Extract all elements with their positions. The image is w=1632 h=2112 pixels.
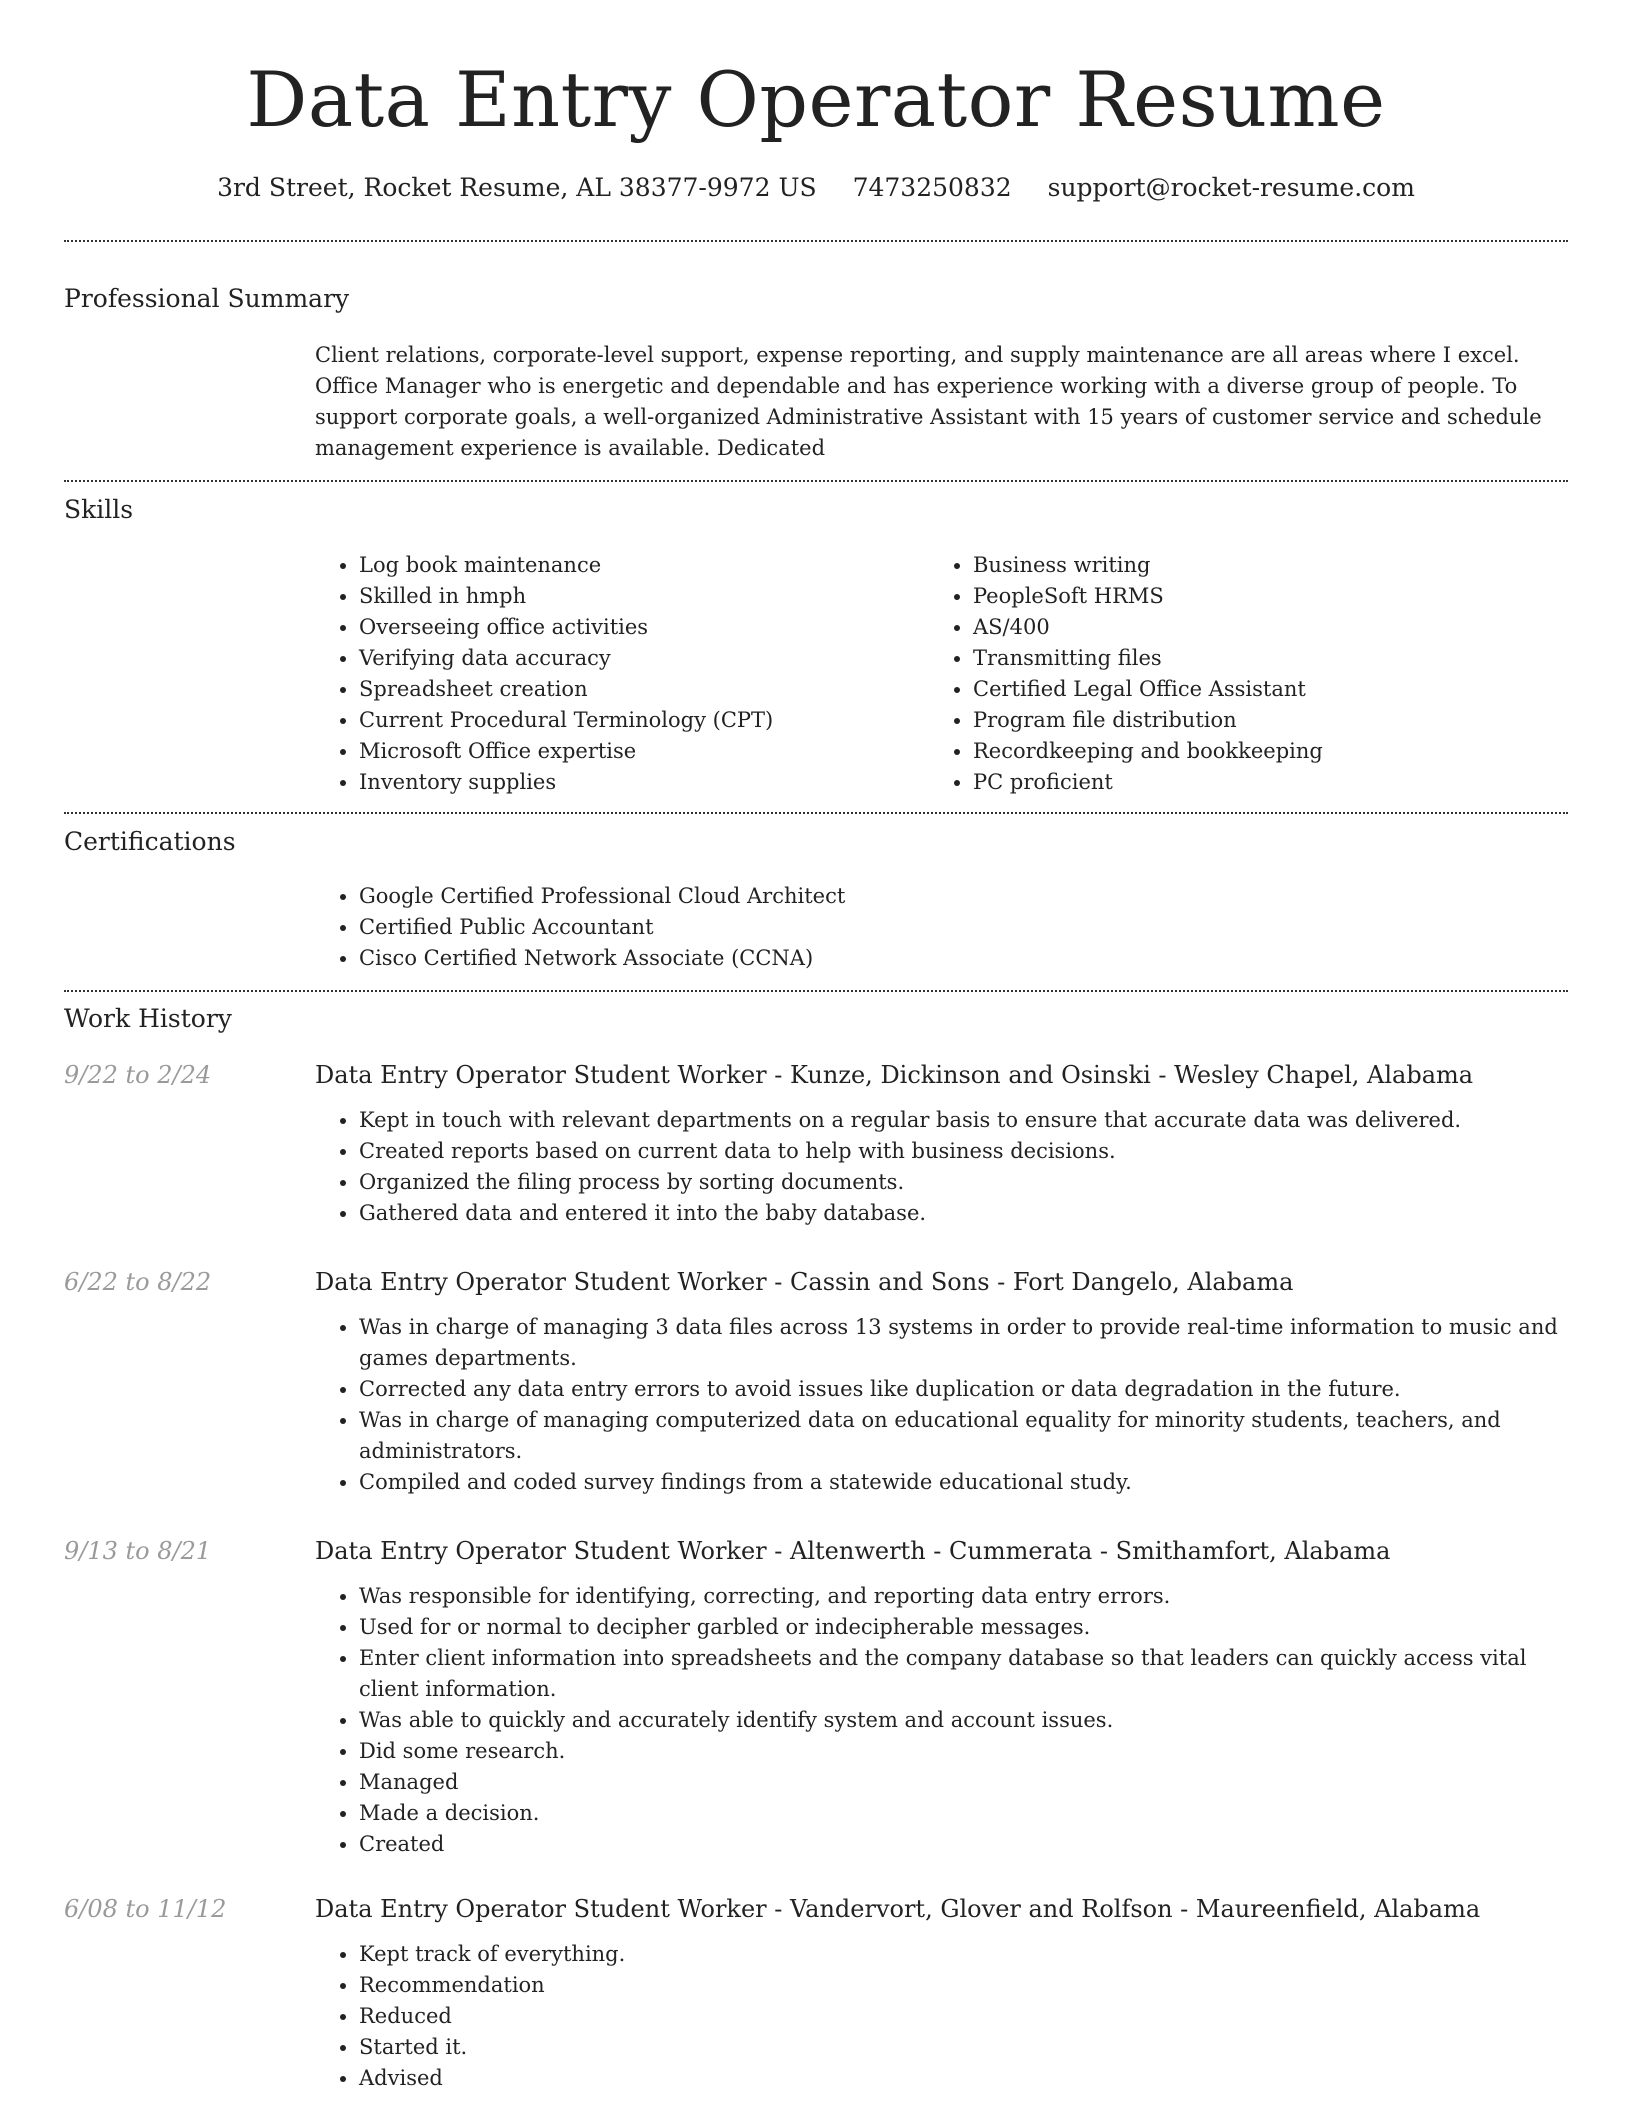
job-bullet-list (315, 1312, 1568, 1498)
job-dates: 9/13 to 8/21 (64, 1537, 212, 1565)
job-bullet: • Did some research. (359, 1736, 1568, 1767)
job-bullets (315, 1581, 1568, 1860)
divider-certifications (64, 990, 1568, 992)
certifications-column (315, 881, 1515, 974)
skill-item: • Overseeing office activities (359, 612, 915, 643)
skills-list-right (929, 550, 1529, 798)
job-title: Data Entry Operator Student Worker - Altenwerth - Cummerata - Smithamfort, Alabama (315, 1537, 1391, 1565)
skills-column-right (929, 550, 1529, 798)
job-bullet: • Enter client information into spreadsheets and the company database so that leaders can quickly access vital client information. (359, 1643, 1568, 1705)
job-bullet: • Was able to quickly and accurately identify system and account issues. (359, 1705, 1568, 1736)
skill-item: • Skilled in hmph (359, 581, 915, 612)
section-heading-summary: Professional Summary (64, 284, 350, 313)
skill-item: • Transmitting files (973, 643, 1529, 674)
skill-item: • Current Procedural Terminology (CPT) (359, 705, 915, 736)
job-bullet: • Was in charge of managing computerized data on educational equality for minority students, teachers, and administrators. (359, 1405, 1568, 1467)
skill-item: • Certified Legal Office Assistant (973, 674, 1529, 705)
job-bullet: • Kept track of everything. (359, 1939, 1568, 1970)
contact-phone: 7473250832 (852, 173, 1012, 202)
skill-item: • Recordkeeping and bookkeeping (973, 736, 1529, 767)
job-dates: 9/22 to 2/24 (64, 1061, 212, 1089)
divider-summary (64, 480, 1568, 482)
job-bullets (315, 1105, 1568, 1229)
section-heading-skills: Skills (64, 495, 134, 524)
job-bullet: • Compiled and coded survey findings from a statewide educational study. (359, 1467, 1568, 1498)
skill-item: • Inventory supplies (359, 767, 915, 798)
section-heading-certifications: Certifications (64, 827, 236, 856)
skill-item: • PC proficient (973, 767, 1529, 798)
skill-item: • Log book maintenance (359, 550, 915, 581)
job-dates: 6/08 to 11/12 (64, 1895, 227, 1923)
job-bullet: • Organized the filing process by sorting documents. (359, 1167, 1568, 1198)
skill-item: • AS/400 (973, 612, 1529, 643)
job-dates: 6/22 to 8/22 (64, 1268, 212, 1296)
contact-line (0, 172, 1632, 204)
skills-column-left (315, 550, 915, 798)
job-bullet-list (315, 1581, 1568, 1860)
job-bullet-list (315, 1105, 1568, 1229)
job-title: Data Entry Operator Student Worker - Kunze, Dickinson and Osinski - Wesley Chapel, Alabama (315, 1061, 1474, 1089)
resume-title: Data Entry Operator Resume (246, 55, 1386, 144)
job-bullet: • Managed (359, 1767, 1568, 1798)
skill-item: • Program file distribution (973, 705, 1529, 736)
divider-skills (64, 812, 1568, 814)
job-bullet: • Made a decision. (359, 1798, 1568, 1829)
job-bullet: • Was responsible for identifying, correcting, and reporting data entry errors. (359, 1581, 1568, 1612)
skill-item: • PeopleSoft HRMS (973, 581, 1529, 612)
job-bullets (315, 1939, 1568, 2094)
skill-item: • Business writing (973, 550, 1529, 581)
certification-item: • Google Certified Professional Cloud Architect (359, 881, 1515, 912)
job-bullet: • Advised (359, 2063, 1568, 2094)
certification-item: • Cisco Certified Network Associate (CCNA) (359, 943, 1515, 974)
skills-list-left (315, 550, 915, 798)
job-bullet: • Used for or normal to decipher garbled or indecipherable messages. (359, 1612, 1568, 1643)
job-bullet: • Created (359, 1829, 1568, 1860)
summary-text: Client relations, corporate-level support, expense reporting, and supply maintenance are all areas where I excel. Office Manager who is energetic and dependable and has experience working with a diverse group of people. To support corporate goals, a well-organized Administrative Assistant with 15 years of customer service and schedule management experience is available. Dedicated (315, 343, 1542, 460)
job-bullets (315, 1312, 1568, 1498)
certification-item: • Certified Public Accountant (359, 912, 1515, 943)
skill-item: • Microsoft Office expertise (359, 736, 915, 767)
job-bullet: • Kept in touch with relevant departments on a regular basis to ensure that accurate data was delivered. (359, 1105, 1568, 1136)
skill-item: • Verifying data accuracy (359, 643, 915, 674)
job-bullet: • Reduced (359, 2001, 1568, 2032)
job-bullet-list (315, 1939, 1568, 2094)
job-title: Data Entry Operator Student Worker - Cassin and Sons - Fort Dangelo, Alabama (315, 1268, 1294, 1296)
job-title: Data Entry Operator Student Worker - Vandervort, Glover and Rolfson - Maureenfield, Alabama (315, 1895, 1481, 1923)
contact-email: support@rocket-resume.com (1047, 173, 1415, 202)
job-bullet: • Corrected any data entry errors to avoid issues like duplication or data degradation in the future. (359, 1374, 1568, 1405)
contact-address: 3rd Street, Rocket Resume, AL 38377-9972 US (217, 173, 817, 202)
certifications-list (315, 881, 1515, 974)
section-heading-work-history: Work History (64, 1004, 232, 1033)
job-bullet: • Gathered data and entered it into the baby database. (359, 1198, 1568, 1229)
divider-header (64, 240, 1568, 242)
job-bullet: • Created reports based on current data to help with business decisions. (359, 1136, 1568, 1167)
job-bullet: • Started it. (359, 2032, 1568, 2063)
job-bullet: • Was in charge of managing 3 data files across 13 systems in order to provide real-time information to music and games departments. (359, 1312, 1568, 1374)
job-bullet: • Recommendation (359, 1970, 1568, 2001)
skill-item: • Spreadsheet creation (359, 674, 915, 705)
